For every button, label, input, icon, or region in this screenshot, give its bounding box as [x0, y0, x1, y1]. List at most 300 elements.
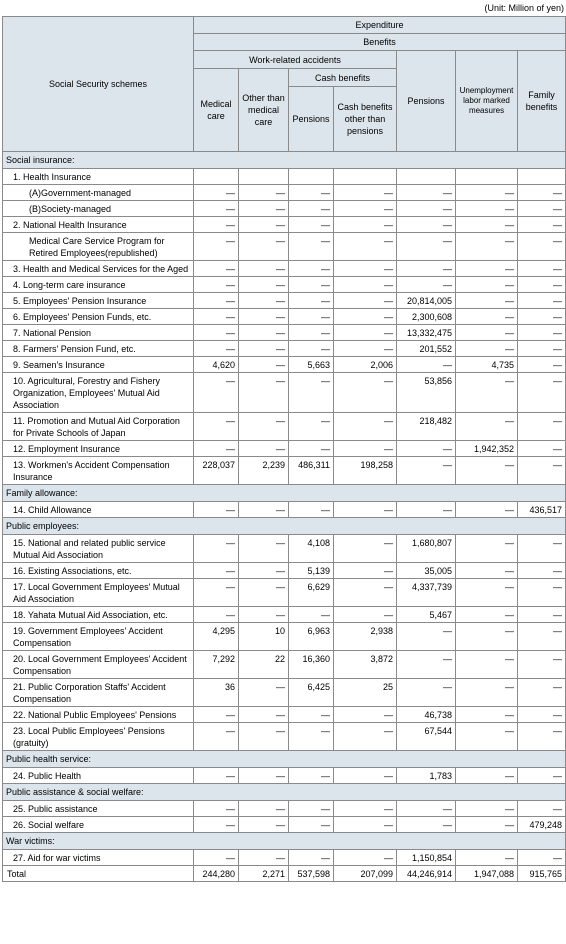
value-cell: —: [456, 850, 518, 866]
table-row: [3, 441, 566, 457]
value-cell: 486,311: [289, 457, 334, 485]
value-cell: —: [518, 623, 566, 651]
value-cell: —: [518, 441, 566, 457]
value-cell: —: [334, 233, 397, 261]
value-cell: 13,332,475: [397, 325, 456, 341]
value-cell: —: [289, 293, 334, 309]
value-cell: 4,735: [456, 357, 518, 373]
value-cell: —: [518, 768, 566, 784]
value-cell: [239, 169, 289, 185]
value-cell: —: [397, 441, 456, 457]
value-cell: —: [334, 768, 397, 784]
scheme-name: Medical Care Service Program for Retired Employees(republished): [3, 233, 194, 261]
header-family-benefits: Family benefits: [518, 51, 566, 152]
scheme-name: 10. Agricultural, Forestry and Fishery Organization, Employees' Mutual Aid Association: [3, 373, 194, 413]
table-row: [3, 233, 566, 261]
value-cell: —: [397, 651, 456, 679]
value-cell: 46,738: [397, 707, 456, 723]
scheme-name: 2. National Health Insurance: [3, 217, 194, 233]
value-cell: 1,947,088: [456, 866, 518, 882]
value-cell: 228,037: [194, 457, 239, 485]
table-row: [3, 768, 566, 784]
value-cell: —: [194, 373, 239, 413]
value-cell: —: [334, 707, 397, 723]
value-cell: 53,856: [397, 373, 456, 413]
value-cell: —: [456, 325, 518, 341]
table-row: [3, 723, 566, 751]
value-cell: [456, 169, 518, 185]
value-cell: —: [456, 341, 518, 357]
value-cell: —: [289, 502, 334, 518]
section-label: War victims:: [3, 833, 566, 850]
table-row: [3, 201, 566, 217]
value-cell: —: [518, 563, 566, 579]
table-row: [3, 502, 566, 518]
value-cell: —: [456, 623, 518, 651]
value-cell: —: [518, 723, 566, 751]
value-cell: 3,872: [334, 651, 397, 679]
value-cell: —: [397, 233, 456, 261]
value-cell: 915,765: [518, 866, 566, 882]
table-row: [3, 563, 566, 579]
value-cell: —: [239, 607, 289, 623]
scheme-name: 11. Promotion and Mutual Aid Corporation for Private Schools of Japan: [3, 413, 194, 441]
value-cell: —: [518, 801, 566, 817]
value-cell: —: [518, 850, 566, 866]
value-cell: —: [518, 651, 566, 679]
value-cell: [194, 169, 239, 185]
value-cell: 6,963: [289, 623, 334, 651]
value-cell: —: [289, 817, 334, 833]
value-cell: —: [334, 325, 397, 341]
value-cell: —: [518, 373, 566, 413]
value-cell: —: [456, 185, 518, 201]
table-row: [3, 261, 566, 277]
header-pensions: Pensions: [397, 51, 456, 152]
section-row: [3, 152, 566, 169]
value-cell: —: [289, 850, 334, 866]
value-cell: —: [518, 233, 566, 261]
value-cell: —: [239, 373, 289, 413]
header-cash-benefits: Cash benefits: [289, 69, 397, 87]
value-cell: 7,292: [194, 651, 239, 679]
section-row: [3, 784, 566, 801]
scheme-name: 13. Workmen's Accident Compensation Insurance: [3, 457, 194, 485]
value-cell: —: [518, 457, 566, 485]
scheme-name: 1. Health Insurance: [3, 169, 194, 185]
value-cell: —: [456, 457, 518, 485]
table-row: [3, 850, 566, 866]
value-cell: —: [239, 801, 289, 817]
value-cell: —: [194, 309, 239, 325]
table-row: [3, 413, 566, 441]
table-row: [3, 679, 566, 707]
value-cell: —: [456, 707, 518, 723]
value-cell: —: [289, 309, 334, 325]
scheme-name: 7. National Pension: [3, 325, 194, 341]
value-cell: 67,544: [397, 723, 456, 751]
value-cell: —: [334, 277, 397, 293]
value-cell: —: [194, 413, 239, 441]
scheme-name: 20. Local Government Employees' Accident Compensation: [3, 651, 194, 679]
value-cell: —: [334, 801, 397, 817]
value-cell: —: [194, 233, 239, 261]
value-cell: —: [194, 768, 239, 784]
value-cell: 5,139: [289, 563, 334, 579]
table-row: [3, 457, 566, 485]
value-cell: —: [194, 723, 239, 751]
value-cell: 10: [239, 623, 289, 651]
scheme-name: (B)Society-managed: [3, 201, 194, 217]
value-cell: —: [518, 201, 566, 217]
value-cell: 2,938: [334, 623, 397, 651]
value-cell: 198,258: [334, 457, 397, 485]
value-cell: 6,629: [289, 579, 334, 607]
value-cell: —: [456, 261, 518, 277]
value-cell: 201,552: [397, 341, 456, 357]
value-cell: —: [239, 535, 289, 563]
scheme-name: 18. Yahata Mutual Aid Association, etc.: [3, 607, 194, 623]
value-cell: —: [239, 309, 289, 325]
value-cell: —: [194, 217, 239, 233]
value-cell: 2,271: [239, 866, 289, 882]
value-cell: —: [334, 185, 397, 201]
value-cell: —: [289, 185, 334, 201]
value-cell: —: [239, 201, 289, 217]
value-cell: —: [456, 651, 518, 679]
table-row: [3, 535, 566, 563]
value-cell: —: [194, 535, 239, 563]
value-cell: —: [239, 768, 289, 784]
value-cell: —: [518, 535, 566, 563]
value-cell: —: [397, 623, 456, 651]
value-cell: —: [289, 217, 334, 233]
value-cell: —: [334, 535, 397, 563]
value-cell: 35,005: [397, 563, 456, 579]
value-cell: —: [194, 850, 239, 866]
header-benefits: Benefits: [194, 34, 566, 51]
value-cell: —: [397, 502, 456, 518]
value-cell: —: [397, 217, 456, 233]
table-row: [3, 341, 566, 357]
value-cell: —: [334, 201, 397, 217]
scheme-name: 15. National and related public service Mutual Aid Association: [3, 535, 194, 563]
scheme-name: 8. Farmers' Pension Fund, etc.: [3, 341, 194, 357]
value-cell: —: [239, 723, 289, 751]
value-cell: [289, 169, 334, 185]
value-cell: 4,620: [194, 357, 239, 373]
scheme-name: 6. Employees' Pension Funds, etc.: [3, 309, 194, 325]
scheme-name: 27. Aid for war victims: [3, 850, 194, 866]
value-cell: —: [518, 185, 566, 201]
social-security-benefits-table: [2, 16, 566, 882]
value-cell: —: [239, 341, 289, 357]
value-cell: —: [239, 579, 289, 607]
scheme-name: 26. Social welfare: [3, 817, 194, 833]
value-cell: 1,680,807: [397, 535, 456, 563]
value-cell: —: [289, 723, 334, 751]
scheme-name: 22. National Public Employees' Pensions: [3, 707, 194, 723]
value-cell: —: [334, 817, 397, 833]
section-row: [3, 751, 566, 768]
value-cell: —: [397, 185, 456, 201]
value-cell: —: [289, 441, 334, 457]
value-cell: —: [239, 502, 289, 518]
value-cell: —: [194, 341, 239, 357]
section-label: Social insurance:: [3, 152, 566, 169]
value-cell: —: [397, 261, 456, 277]
header-cash-other: Cash benefits other than pensions: [334, 87, 397, 152]
section-row: [3, 833, 566, 850]
value-cell: 20,814,005: [397, 293, 456, 309]
value-cell: —: [239, 357, 289, 373]
value-cell: 44,246,914: [397, 866, 456, 882]
scheme-name: 23. Local Public Employees' Pensions (gratuity): [3, 723, 194, 751]
section-row: [3, 518, 566, 535]
value-cell: —: [289, 707, 334, 723]
table-row: [3, 185, 566, 201]
value-cell: —: [239, 413, 289, 441]
value-cell: —: [289, 413, 334, 441]
value-cell: —: [456, 817, 518, 833]
value-cell: —: [518, 293, 566, 309]
value-cell: —: [194, 277, 239, 293]
scheme-name: 19. Government Employees' Accident Compensation: [3, 623, 194, 651]
value-cell: —: [518, 357, 566, 373]
value-cell: —: [239, 293, 289, 309]
header-wr-pensions: Pensions: [289, 87, 334, 152]
value-cell: [334, 169, 397, 185]
value-cell: —: [397, 801, 456, 817]
value-cell: —: [518, 607, 566, 623]
header-other-than-medical: Other than medical care: [239, 69, 289, 152]
value-cell: —: [289, 325, 334, 341]
scheme-name: 5. Employees' Pension Insurance: [3, 293, 194, 309]
value-cell: —: [334, 293, 397, 309]
table-body: [3, 152, 566, 882]
value-cell: —: [456, 535, 518, 563]
table-row: [3, 373, 566, 413]
value-cell: —: [194, 801, 239, 817]
table-row: [3, 293, 566, 309]
value-cell: —: [334, 502, 397, 518]
value-cell: 1,942,352: [456, 441, 518, 457]
value-cell: 6,425: [289, 679, 334, 707]
value-cell: —: [456, 293, 518, 309]
table-row: [3, 651, 566, 679]
value-cell: —: [239, 233, 289, 261]
value-cell: —: [456, 579, 518, 607]
value-cell: —: [518, 261, 566, 277]
value-cell: —: [456, 201, 518, 217]
value-cell: 1,150,854: [397, 850, 456, 866]
value-cell: —: [194, 325, 239, 341]
section-label: Public employees:: [3, 518, 566, 535]
value-cell: —: [456, 607, 518, 623]
value-cell: —: [456, 563, 518, 579]
value-cell: 5,467: [397, 607, 456, 623]
value-cell: —: [194, 707, 239, 723]
section-label: Family allowance:: [3, 485, 566, 502]
value-cell: —: [239, 325, 289, 341]
value-cell: [397, 169, 456, 185]
value-cell: —: [397, 679, 456, 707]
value-cell: —: [194, 293, 239, 309]
value-cell: —: [194, 607, 239, 623]
table-row: [3, 169, 566, 185]
value-cell: —: [289, 373, 334, 413]
value-cell: —: [194, 261, 239, 277]
scheme-name: 16. Existing Associations, etc.: [3, 563, 194, 579]
value-cell: 36: [194, 679, 239, 707]
value-cell: —: [456, 217, 518, 233]
value-cell: —: [239, 441, 289, 457]
value-cell: —: [397, 201, 456, 217]
value-cell: —: [397, 817, 456, 833]
value-cell: —: [289, 801, 334, 817]
scheme-name: 4. Long-term care insurance: [3, 277, 194, 293]
value-cell: —: [456, 277, 518, 293]
value-cell: —: [518, 217, 566, 233]
header-schemes: Social Security schemes: [3, 17, 194, 152]
value-cell: —: [397, 277, 456, 293]
value-cell: —: [289, 768, 334, 784]
value-cell: —: [289, 233, 334, 261]
table-row: [3, 801, 566, 817]
scheme-name: 12. Employment Insurance: [3, 441, 194, 457]
value-cell: —: [334, 217, 397, 233]
header-expenditure: Expenditure: [194, 17, 566, 34]
section-row: [3, 485, 566, 502]
section-label: Public assistance & social welfare:: [3, 784, 566, 801]
value-cell: —: [194, 563, 239, 579]
value-cell: —: [518, 579, 566, 607]
value-cell: 4,108: [289, 535, 334, 563]
value-cell: —: [334, 723, 397, 751]
unit-note: (Unit: Million of yen): [484, 3, 564, 13]
table-row: [3, 277, 566, 293]
value-cell: —: [239, 261, 289, 277]
value-cell: —: [518, 679, 566, 707]
value-cell: —: [239, 185, 289, 201]
scheme-name: (A)Government-managed: [3, 185, 194, 201]
value-cell: —: [194, 817, 239, 833]
value-cell: —: [239, 817, 289, 833]
value-cell: —: [456, 723, 518, 751]
value-cell: —: [194, 185, 239, 201]
table-row: [3, 325, 566, 341]
value-cell: —: [334, 441, 397, 457]
value-cell: —: [456, 309, 518, 325]
table-header: [3, 17, 566, 152]
value-cell: —: [334, 261, 397, 277]
scheme-name: 24. Public Health: [3, 768, 194, 784]
value-cell: 479,248: [518, 817, 566, 833]
scheme-name: 21. Public Corporation Staffs' Accident Compensation: [3, 679, 194, 707]
total-row: [3, 866, 566, 882]
table-row: [3, 817, 566, 833]
scheme-name: 25. Public assistance: [3, 801, 194, 817]
value-cell: —: [239, 679, 289, 707]
table-row: [3, 309, 566, 325]
value-cell: —: [239, 563, 289, 579]
value-cell: 2,006: [334, 357, 397, 373]
value-cell: —: [289, 201, 334, 217]
value-cell: 2,300,608: [397, 309, 456, 325]
value-cell: —: [334, 563, 397, 579]
value-cell: —: [456, 801, 518, 817]
value-cell: —: [456, 679, 518, 707]
value-cell: 2,239: [239, 457, 289, 485]
value-cell: —: [194, 502, 239, 518]
value-cell: [518, 169, 566, 185]
value-cell: 436,517: [518, 502, 566, 518]
header-unemployment: Unemployment labor marked measures: [456, 51, 518, 152]
value-cell: —: [518, 309, 566, 325]
value-cell: —: [239, 850, 289, 866]
value-cell: —: [289, 607, 334, 623]
value-cell: —: [518, 707, 566, 723]
scheme-name: 3. Health and Medical Services for the Aged: [3, 261, 194, 277]
value-cell: —: [456, 502, 518, 518]
value-cell: —: [456, 373, 518, 413]
value-cell: —: [518, 277, 566, 293]
value-cell: 207,099: [334, 866, 397, 882]
value-cell: —: [518, 341, 566, 357]
value-cell: —: [334, 579, 397, 607]
table-row: [3, 217, 566, 233]
value-cell: —: [194, 441, 239, 457]
table-row: [3, 357, 566, 373]
value-cell: 1,783: [397, 768, 456, 784]
table-row: [3, 623, 566, 651]
scheme-name: 14. Child Allowance: [3, 502, 194, 518]
header-medical-care: Medical care: [194, 69, 239, 152]
value-cell: 5,663: [289, 357, 334, 373]
header-work-related-accidents: Work-related accidents: [194, 51, 397, 69]
value-cell: —: [334, 850, 397, 866]
value-cell: —: [289, 277, 334, 293]
value-cell: —: [334, 341, 397, 357]
value-cell: —: [397, 457, 456, 485]
value-cell: —: [456, 768, 518, 784]
value-cell: 22: [239, 651, 289, 679]
value-cell: 218,482: [397, 413, 456, 441]
value-cell: —: [194, 201, 239, 217]
scheme-name: 9. Seamen's Insurance: [3, 357, 194, 373]
value-cell: —: [334, 309, 397, 325]
value-cell: —: [289, 261, 334, 277]
value-cell: —: [334, 373, 397, 413]
table-row: [3, 579, 566, 607]
value-cell: —: [239, 707, 289, 723]
value-cell: —: [289, 341, 334, 357]
value-cell: 16,360: [289, 651, 334, 679]
value-cell: —: [456, 413, 518, 441]
value-cell: —: [518, 413, 566, 441]
value-cell: —: [194, 579, 239, 607]
value-cell: —: [239, 277, 289, 293]
value-cell: 4,295: [194, 623, 239, 651]
value-cell: 244,280: [194, 866, 239, 882]
value-cell: —: [397, 357, 456, 373]
value-cell: 537,598: [289, 866, 334, 882]
section-label: Public health service:: [3, 751, 566, 768]
table-row: [3, 707, 566, 723]
value-cell: 25: [334, 679, 397, 707]
value-cell: —: [334, 413, 397, 441]
value-cell: —: [518, 325, 566, 341]
